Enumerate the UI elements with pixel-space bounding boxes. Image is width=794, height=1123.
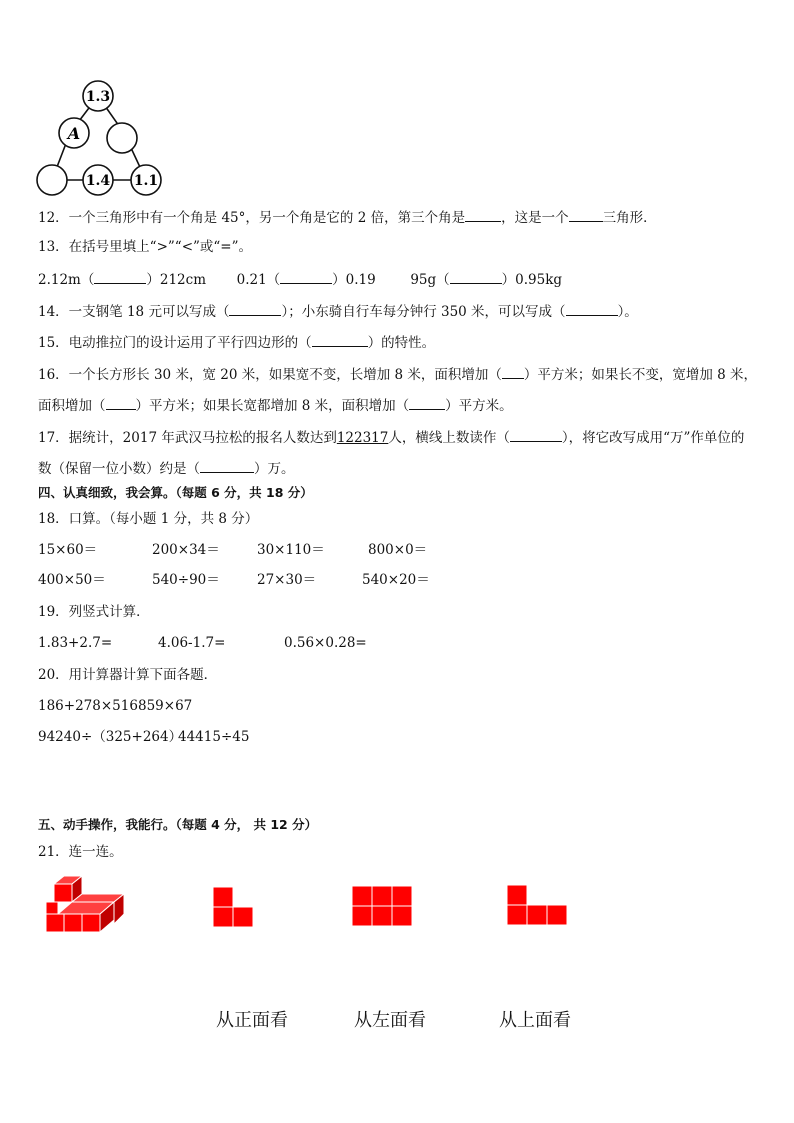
question-16-line-1: 16．一个长方形长 30 米，宽 20 米，如果宽不变，长增加 8 米，面积增加（ ）平方米；如果长不变，宽增加 8 米， <box>38 364 757 384</box>
q19-item: 0.56×0.28= <box>284 635 367 651</box>
q13-answer-blank-1[interactable] <box>94 269 146 284</box>
question-17-line-1: 17．据统计，2017 年武汉马拉松的报名人数达到122317人，横线上数读作（ ），将它改写成用“万”作单位的 <box>38 427 744 447</box>
q19-item: 4.06-1.7= <box>158 635 226 651</box>
q13-answer-blank-3[interactable] <box>450 269 502 284</box>
q17-answer-blank-1[interactable] <box>510 427 562 442</box>
q20-item: 859×67 <box>138 698 193 714</box>
q18-item: 15×60＝ <box>38 542 98 558</box>
underlined-number: 122317 <box>336 430 389 446</box>
q16-answer-blank-2[interactable] <box>106 395 136 410</box>
view-rectangle-figure <box>351 885 415 929</box>
q18-item: 800×0＝ <box>368 542 428 558</box>
q15-answer-blank[interactable] <box>312 332 368 347</box>
circle-bottom-mid-value: 1.4 <box>85 173 111 189</box>
number-triangle-diagram <box>34 78 174 198</box>
q18-item: 30×110＝ <box>257 542 325 558</box>
circle-bottom-left <box>37 165 67 195</box>
q17-answer-blank-2[interactable] <box>200 458 254 473</box>
question-19-title: 19．列竖式计算． <box>38 604 150 620</box>
q18-item: 27×30＝ <box>257 572 317 588</box>
question-16-line-2: 面积增加（ ）平方米；如果长宽都增加 8 米，面积增加（ ）平方米。 <box>38 395 513 415</box>
q20-item: 94240÷（325+264） <box>38 729 183 745</box>
section-5-heading: 五、动手操作，我能行。（每题 4 分， 共 12 分） <box>38 817 318 832</box>
view-l-shape-figure <box>212 886 256 930</box>
label-top-view: 从上面看 <box>499 1010 571 1031</box>
question-21-title: 21．连一连。 <box>38 844 123 860</box>
question-13-items: 2.12m（ ）212cm 0.21（ ）0.19 95g（ ）0.95kg <box>38 269 562 289</box>
cube-stack-figure <box>44 872 134 936</box>
question-12: 12．一个三角形中有一个角是 45°，另一个角是它的 2 倍，第三个角是 ，这是一个 三角形． <box>38 207 657 227</box>
question-13-title: 13．在括号里填上“>”“<”或“=”。 <box>38 239 253 255</box>
q18-item: 200×34＝ <box>152 542 220 558</box>
label-left-view: 从左面看 <box>354 1010 426 1031</box>
q20-item: 44415÷45 <box>178 729 250 745</box>
view-long-l-shape-figure <box>506 884 570 928</box>
circle-mid-right <box>107 123 137 153</box>
q13-answer-blank-2[interactable] <box>280 269 332 284</box>
q18-item: 400×50＝ <box>38 572 106 588</box>
q16-answer-blank-3[interactable] <box>409 395 445 410</box>
section-4-heading: 四、认真细致，我会算。（每题 6 分，共 18 分） <box>38 485 313 500</box>
label-front-view: 从正面看 <box>216 1010 288 1031</box>
q18-item: 540÷90＝ <box>152 572 220 588</box>
q12-answer-blank-1[interactable] <box>465 207 501 222</box>
q12-answer-blank-2[interactable] <box>569 207 603 222</box>
q16-answer-blank-1[interactable] <box>502 364 524 379</box>
q14-answer-blank-1[interactable] <box>229 301 281 316</box>
q20-item: 186+278×516 <box>38 698 138 714</box>
circle-bottom-right-value: 1.1 <box>133 173 159 189</box>
question-18-title: 18．口算。（每小题 1 分，共 8 分） <box>38 511 259 527</box>
q19-item: 1.83+2.7= <box>38 635 113 651</box>
q18-item: 540×20＝ <box>362 572 430 588</box>
q14-answer-blank-2[interactable] <box>566 301 618 316</box>
question-17-line-2: 数（保留一位小数）约是（ ）万。 <box>38 458 295 478</box>
circle-mid-left-value: A <box>67 124 81 143</box>
question-14: 14．一支钢笔 18 元可以写成（ ）；小东骑自行车每分钟行 350 米，可以写成（ ）。 <box>38 301 638 321</box>
question-15: 15．电动推拉门的设计运用了平行四边形的（ ）的特性。 <box>38 332 435 352</box>
circle-top-value: 1.3 <box>85 89 111 105</box>
question-20-title: 20．用计算器计算下面各题． <box>38 667 218 683</box>
